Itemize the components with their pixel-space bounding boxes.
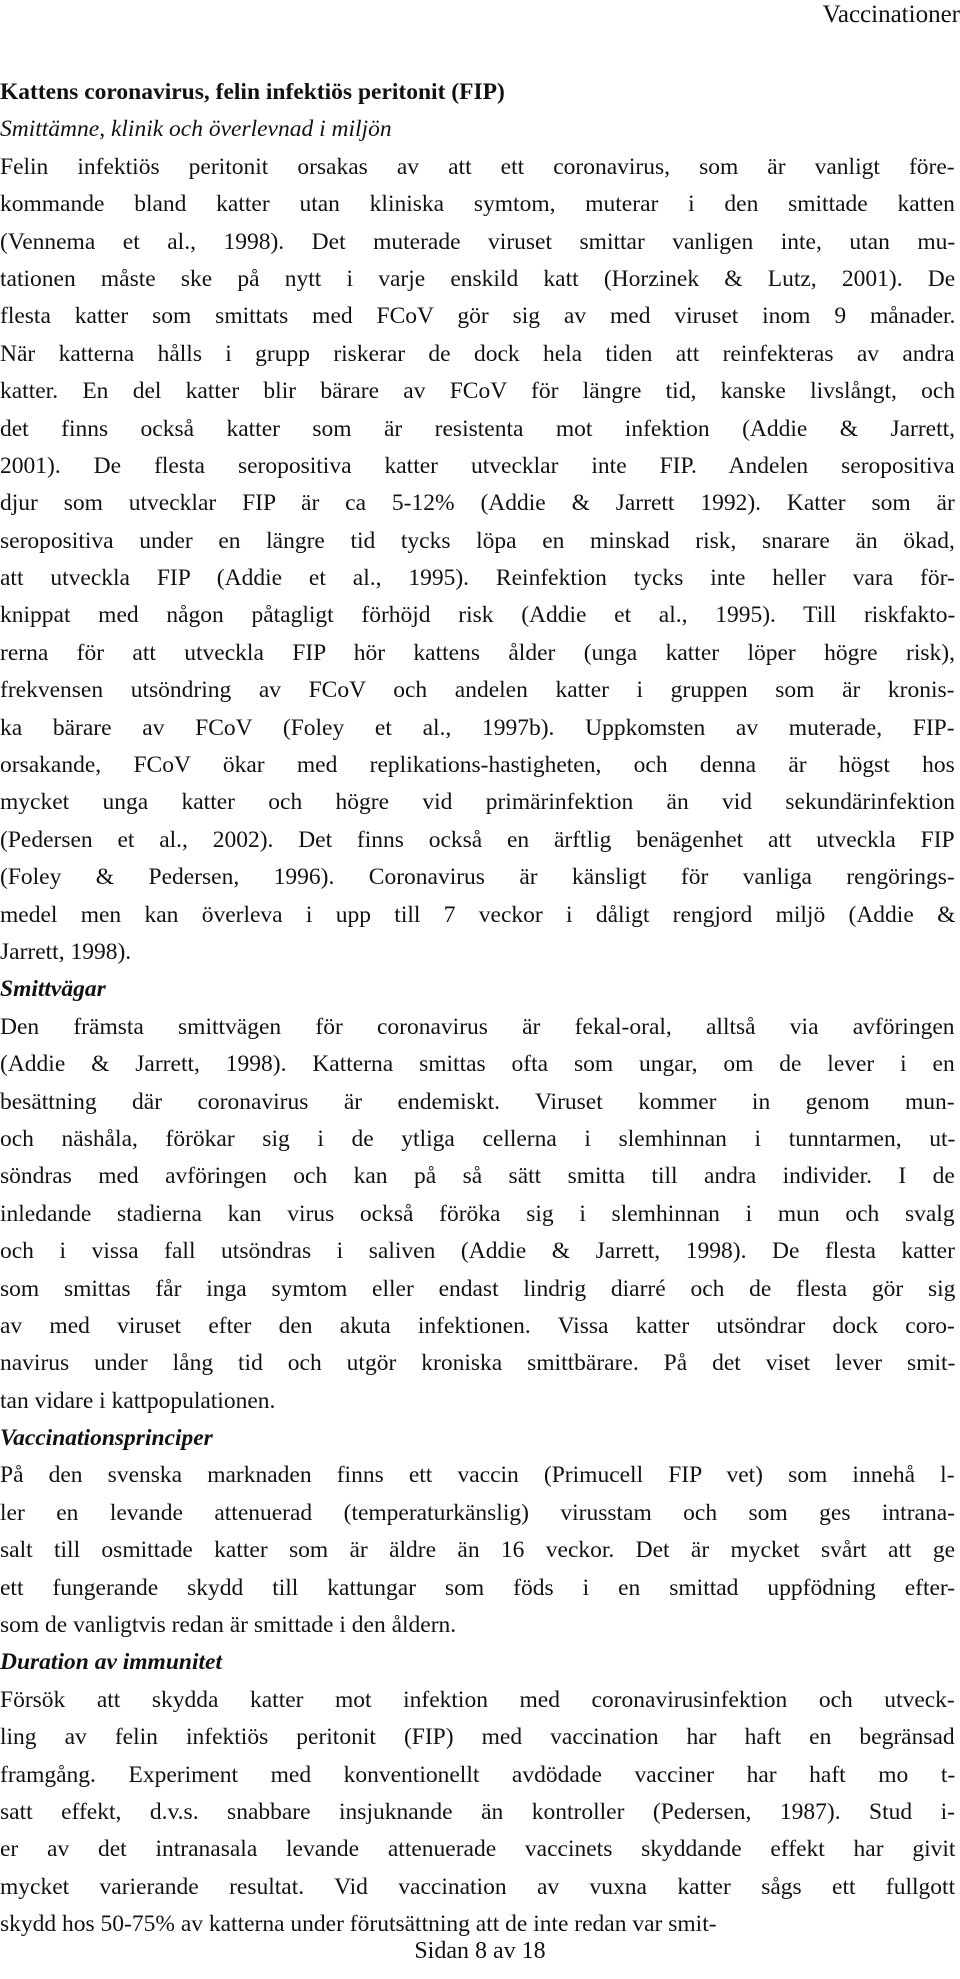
text-line: inledande stadierna kan virus också föröka sig i slemhinnan i mun och svalg: [0, 1200, 955, 1227]
text-line: mycket unga katter och högre vid primärinfektion än vid sekundärinfektion: [0, 789, 956, 816]
text-line: och näshåla, förökar sig i de ytliga cellerna i slemhinnan i tunntarmen, ut-: [0, 1125, 956, 1152]
text-line: medel men kan överleva i upp till 7 veckor i dåligt rengjord miljö (Addie &: [0, 901, 956, 928]
text-line: Jarrett, 1998).: [0, 938, 132, 965]
text-line: mycket varierande resultat. Vid vaccination av vuxna katter sågs ett fullgott: [0, 1873, 956, 1900]
section-heading-vaccinationsprinciper: Vaccinationsprinciper: [0, 1425, 213, 1452]
text-line: knippat med någon påtagligt förhöjd risk (Addie et al., 1995). Till riskfakto-: [0, 602, 956, 629]
text-line: tan vidare i kattpopulationen.: [0, 1387, 276, 1414]
text-line: att utveckla FIP (Addie et al., 1995). Reinfektion tycks inte heller vara för-: [0, 565, 955, 592]
text-line: flesta katter som smittats med FCoV gör sig av med viruset inom 9 månader.: [0, 303, 956, 330]
text-line: och i vissa fall utsöndras i saliven (Addie & Jarrett, 1998). De flesta katter: [0, 1238, 955, 1265]
text-line: katter. En del katter blir bärare av FCoV för längre tid, kanske livslångt, och: [0, 378, 956, 405]
text-line: (Vennema et al., 1998). Det muterade viruset smittar vanligen inte, utan mu-: [0, 228, 956, 255]
text-line: Försök att skydda katter mot infektion med coronavirusinfektion och utveck-: [0, 1686, 955, 1713]
text-line: navirus under lång tid och utgör kroniska smittbärare. På det viset lever smit-: [0, 1350, 956, 1377]
text-line: Felin infektiös peritonit orsakas av att ett coronavirus, som är vanligt före-: [0, 153, 955, 180]
text-line: framgång. Experiment med konventionellt avdödade vacciner har haft mo t-: [0, 1761, 956, 1788]
text-line: (Pedersen et al., 2002). Det finns också en ärftlig benägenhet att utveckla FIP: [0, 826, 955, 853]
article-title: Kattens coronavirus, felin infektiös peritonit (FIP): [0, 79, 505, 105]
text-line: ling av felin infektiös peritonit (FIP) med vaccination har haft en begränsad: [0, 1724, 955, 1751]
smittvagar-paragraph: [0, 1009, 955, 1420]
text-line: djur som utvecklar FIP är ca 5-12% (Addie & Jarrett 1992). Katter som är: [0, 490, 955, 517]
text-line: som de vanligtvis redan är smittade i den åldern.: [0, 1612, 457, 1639]
article-subtitle: Smittämne, klinik och överlevnad i miljön: [0, 116, 392, 143]
text-line: kommande bland katter utan kliniska symtom, muterar i den smittade katten: [0, 191, 955, 218]
text-line: som smittas får inga symtom eller endast lindrig diarré och de flesta gör sig: [0, 1275, 956, 1302]
text-line: av med viruset efter den akuta infektionen. Vissa katter utsöndrar dock coro-: [0, 1312, 955, 1339]
text-line: det finns också katter som är resistenta mot infektion (Addie & Jarrett,: [0, 415, 956, 442]
text-line: salt till osmittade katter som är äldre än 16 veckor. Det är mycket svårt att ge: [0, 1537, 956, 1564]
vaccinationsprinciper-paragraph: [0, 1457, 955, 1644]
text-line: tationen måste ske på nytt i varje enskild katt (Horzinek & Lutz, 2001). De: [0, 265, 956, 292]
text-line: ett fungerande skydd till kattungar som föds i en smittad uppfödning efter-: [0, 1574, 956, 1601]
text-line: seropositiva under en längre tid tycks löpa en minskad risk, snarare än ökad,: [0, 527, 955, 554]
text-line: Den främsta smittvägen för coronavirus är fekal-oral, alltså via avföringen: [0, 1013, 955, 1040]
section-heading-smittvagar: Smittvägar: [0, 976, 106, 1003]
text-line: (Addie & Jarrett, 1998). Katterna smittas ofta som ungar, om de lever i en: [0, 1051, 955, 1078]
text-line: besättning där coronavirus är endemiskt. Viruset kommer in genom mun-: [0, 1088, 955, 1115]
text-line: skydd hos 50-75% av katterna under förutsättning att de inte redan var smit-: [0, 1911, 717, 1938]
text-line: frekvensen utsöndring av FCoV och andelen katter i gruppen som är kronis-: [0, 677, 955, 704]
text-line: rerna för att utveckla FIP hör kattens ålder (unga katter löper högre risk),: [0, 639, 955, 666]
document-body: [0, 74, 955, 1944]
text-line: ka bärare av FCoV (Foley et al., 1997b). Uppkomsten av muterade, FIP-: [0, 714, 955, 741]
duration-paragraph: [0, 1682, 955, 1944]
text-line: När katterna hålls i grupp riskerar de dock hela tiden att reinfekteras av andra: [0, 340, 955, 367]
section-heading-duration: Duration av immunitet: [0, 1649, 222, 1676]
text-line: ler en levande attenuerad (temperaturkänslig) virusstam och som ges intrana-: [0, 1499, 955, 1526]
text-line: (Foley & Pedersen, 1996). Coronavirus är känsligt för vanliga rengörings-: [0, 864, 955, 891]
text-line: satt effekt, d.v.s. snabbare insjuknande än kontroller (Pedersen, 1987). Stud i-: [0, 1798, 955, 1825]
running-header: Vaccinationer: [822, 1, 960, 28]
text-line: er av det intranasala levande attenuerade vaccinets skyddande effekt har givit: [0, 1836, 956, 1863]
intro-paragraph: [0, 149, 955, 972]
text-line: orsakande, FCoV ökar med replikations-hastigheten, och denna är högst hos: [0, 752, 955, 779]
text-line: 2001). De flesta seropositiva katter utvecklar inte FIP. Andelen seropositiva: [0, 452, 955, 479]
text-line: söndras med avföringen och kan på så sätt smitta till andra individer. I de: [0, 1163, 955, 1190]
page-number: Sidan 8 av 18: [414, 1938, 546, 1964]
text-line: På den svenska marknaden finns ett vaccin (Primucell FIP vet) som innehå l-: [0, 1462, 955, 1489]
